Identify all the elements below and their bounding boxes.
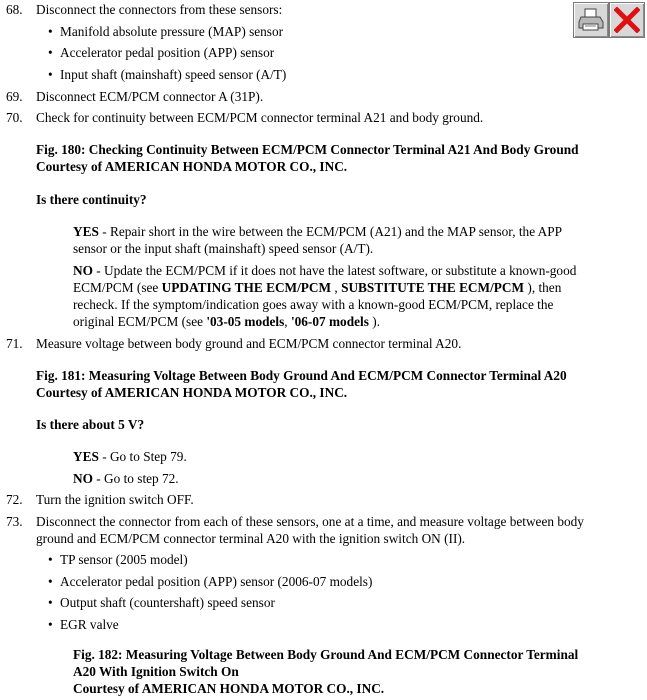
list-item: • EGR valve [60, 616, 119, 633]
figure-180-courtesy: Courtesy of AMERICAN HONDA MOTOR CO., INC. [36, 159, 348, 174]
step-73-text: Disconnect the connector from each of these sensors, one at a time, and measure voltage between body [36, 514, 584, 529]
no-answer-2: NO - Go to step 72. [73, 471, 179, 486]
step-69-number: 69. [6, 89, 23, 104]
close-button[interactable] [609, 2, 645, 38]
yes-label: YES [73, 449, 99, 464]
no-answer-1: NO - Update the ECM/PCM if it does not have the latest software, or substitute a known-good [73, 263, 577, 278]
figure-180-caption: Fig. 180: Checking Continuity Between ECM/PCM Connector Terminal A21 And Body Ground [36, 142, 579, 157]
list-item: • Output shaft (countershaft) speed sensor [60, 594, 275, 611]
no-answer-1-line2: ECM/PCM (see UPDATING THE ECM/PCM , SUBSTITUTE THE ECM/PCM ), then [73, 280, 562, 295]
no-label: NO [73, 471, 93, 486]
step-70-text: Check for continuity between ECM/PCM connector terminal A21 and body ground. [36, 110, 484, 125]
step-73-number: 73. [6, 514, 23, 529]
question-continuity: Is there continuity? [36, 192, 147, 207]
step-68-number: 68. [6, 2, 23, 17]
link-updating-ecm-pcm[interactable]: UPDATING THE ECM/PCM [161, 280, 332, 295]
figure-181-courtesy: Courtesy of AMERICAN HONDA MOTOR CO., INC. [36, 385, 348, 400]
link-03-05-models[interactable]: '03-05 models [206, 314, 285, 329]
step-72-number: 72. [6, 492, 23, 507]
figure-181-caption: Fig. 181: Measuring Voltage Between Body Ground And ECM/PCM Connector Terminal A20 [36, 368, 567, 383]
figure-182-caption: Fig. 182: Measuring Voltage Between Body Ground And ECM/PCM Connector Terminal [73, 647, 579, 662]
list-item: • Input shaft (mainshaft) speed sensor (A/T) [60, 66, 286, 83]
close-x-icon [614, 7, 640, 33]
list-item: • Accelerator pedal position (APP) sensor (2006-07 models) [60, 573, 372, 590]
yes-answer-1: YES - Repair short in the wire between the ECM/PCM (A21) and the MAP sensor, the APP [73, 224, 563, 239]
list-item: • TP sensor (2005 model) [60, 551, 188, 568]
printer-icon [578, 8, 604, 32]
step-71-text: Measure voltage between body ground and ECM/PCM connector terminal A20. [36, 336, 462, 351]
step-73-text-cont: ground and ECM/PCM connector terminal A20 with the ignition switch ON (II). [36, 531, 466, 546]
figure-182-courtesy: Courtesy of AMERICAN HONDA MOTOR CO., INC. [73, 681, 385, 696]
figure-182-caption-cont: A20 With Ignition Switch On [73, 664, 239, 679]
no-answer-1-line4: original ECM/PCM (see '03-05 models, '06-07 models ). [73, 314, 380, 329]
yes-label: YES [73, 224, 99, 239]
print-button[interactable] [573, 2, 609, 38]
list-item: • Manifold absolute pressure (MAP) sensor [60, 23, 283, 40]
step-68-text: Disconnect the connectors from these sensors: [36, 2, 283, 17]
question-5v: Is there about 5 V? [36, 417, 145, 432]
step-72-text: Turn the ignition switch OFF. [36, 492, 194, 507]
list-item: • Accelerator pedal position (APP) sensor [60, 44, 274, 61]
yes-answer-2: YES - Go to Step 79. [73, 449, 187, 464]
step-69-text: Disconnect ECM/PCM connector A (31P). [36, 89, 264, 104]
link-06-07-models[interactable]: '06-07 models [290, 314, 369, 329]
step-70-number: 70. [6, 110, 23, 125]
no-label: NO [73, 263, 93, 278]
no-answer-1-line3: recheck. If the symptom/indication goes away with a known-good ECM/PCM, replace the [73, 297, 554, 312]
link-substitute-ecm-pcm[interactable]: SUBSTITUTE THE ECM/PCM [341, 280, 525, 295]
yes-answer-1-cont: sensor or the input shaft (mainshaft) speed sensor (A/T). [73, 241, 374, 256]
step-71-number: 71. [6, 336, 23, 351]
